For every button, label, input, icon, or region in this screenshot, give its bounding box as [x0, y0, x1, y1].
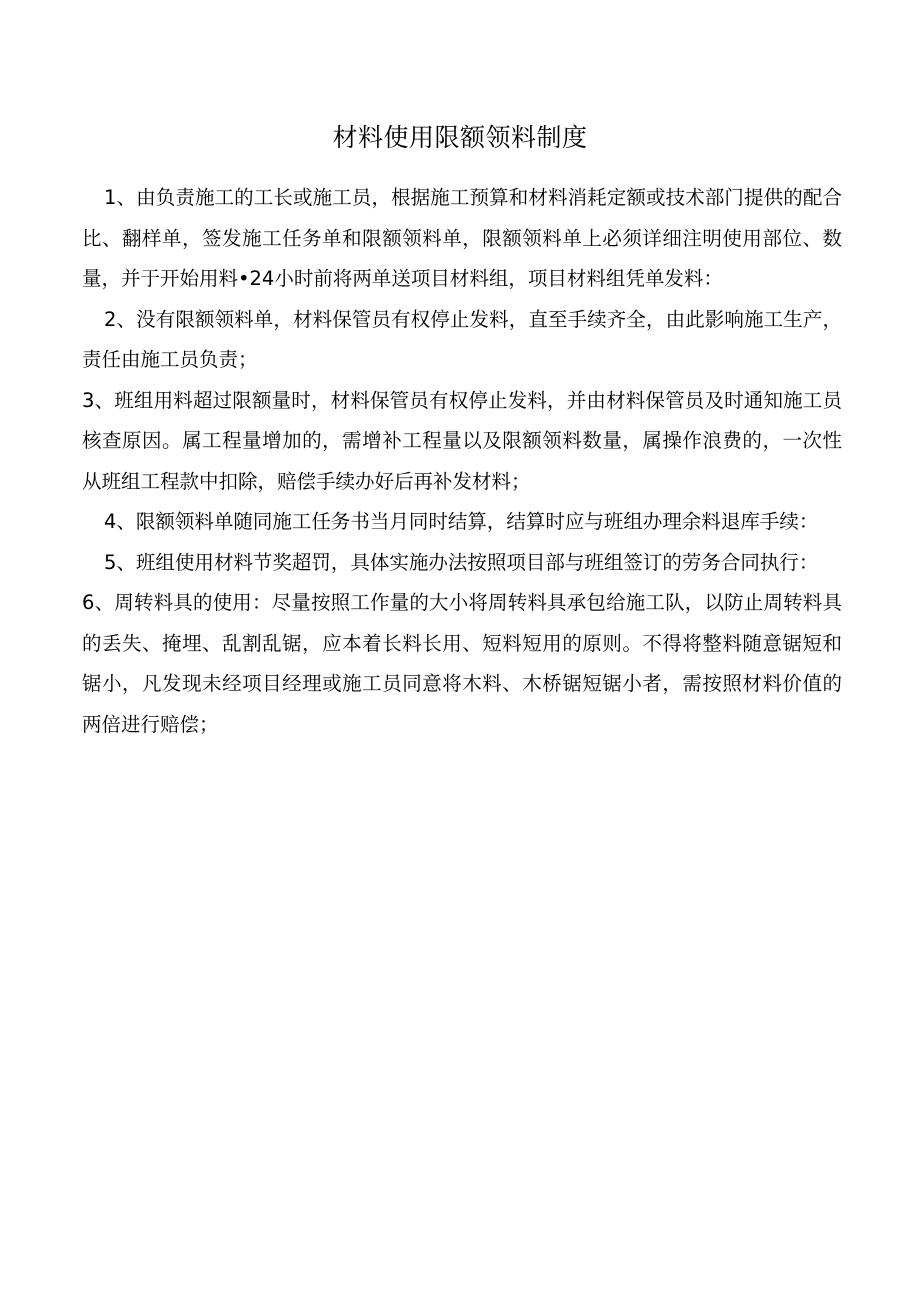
paragraph-3: 3、班组用料超过限额量时，材料保管员有权停止发料，并由材料保管员及时通知施工员核查原因。属工程量增加的，需增补工程量以及限额领料数量，属操作浪费的，一次性从班组工程款中扣除，赔偿手续办好后再补发材料； — [82, 388, 842, 493]
document-title: 材料使用限额领料制度 — [332, 123, 588, 152]
document-body — [82, 178, 842, 745]
paragraph-4: 4、限额领料单随同施工任务书当月同时结算，结算时应与班组办理余料退库手续： — [104, 510, 819, 533]
paragraph-2: 2、没有限额领料单，材料保管员有权停止发料，直至手续齐全，由此影响施工生产，责任由施工员负责； — [82, 307, 842, 371]
paragraph-5: 5、班组使用材料节奖超罚，具体实施办法按照项目部与班组签订的劳务合同执行： — [104, 550, 819, 574]
paragraph-6: 6、周转料具的使用：尽量按照工作量的大小将周转料具承包给施工队，以防止周转料具的丢失、掩埋、乱割乱锯，应本着长料长用、短料短用的原则。不得将整料随意锯短和锯小，凡发现未经项目经理或施工员同意将木料、木桥锯短锯小者，需按照材料价值的两倍进行赔偿； — [82, 591, 842, 736]
paragraph-1: 1、由负责施工的工长或施工员，根据施工预算和材料消耗定额或技术部门提供的配合比、翻样单，签发施工任务单和限额领料单，限额领料单上必须详细注明使用部位、数量，并于开始用料•24小时前将两单送项目材料组，项目材料组凭单发料： — [82, 186, 842, 290]
